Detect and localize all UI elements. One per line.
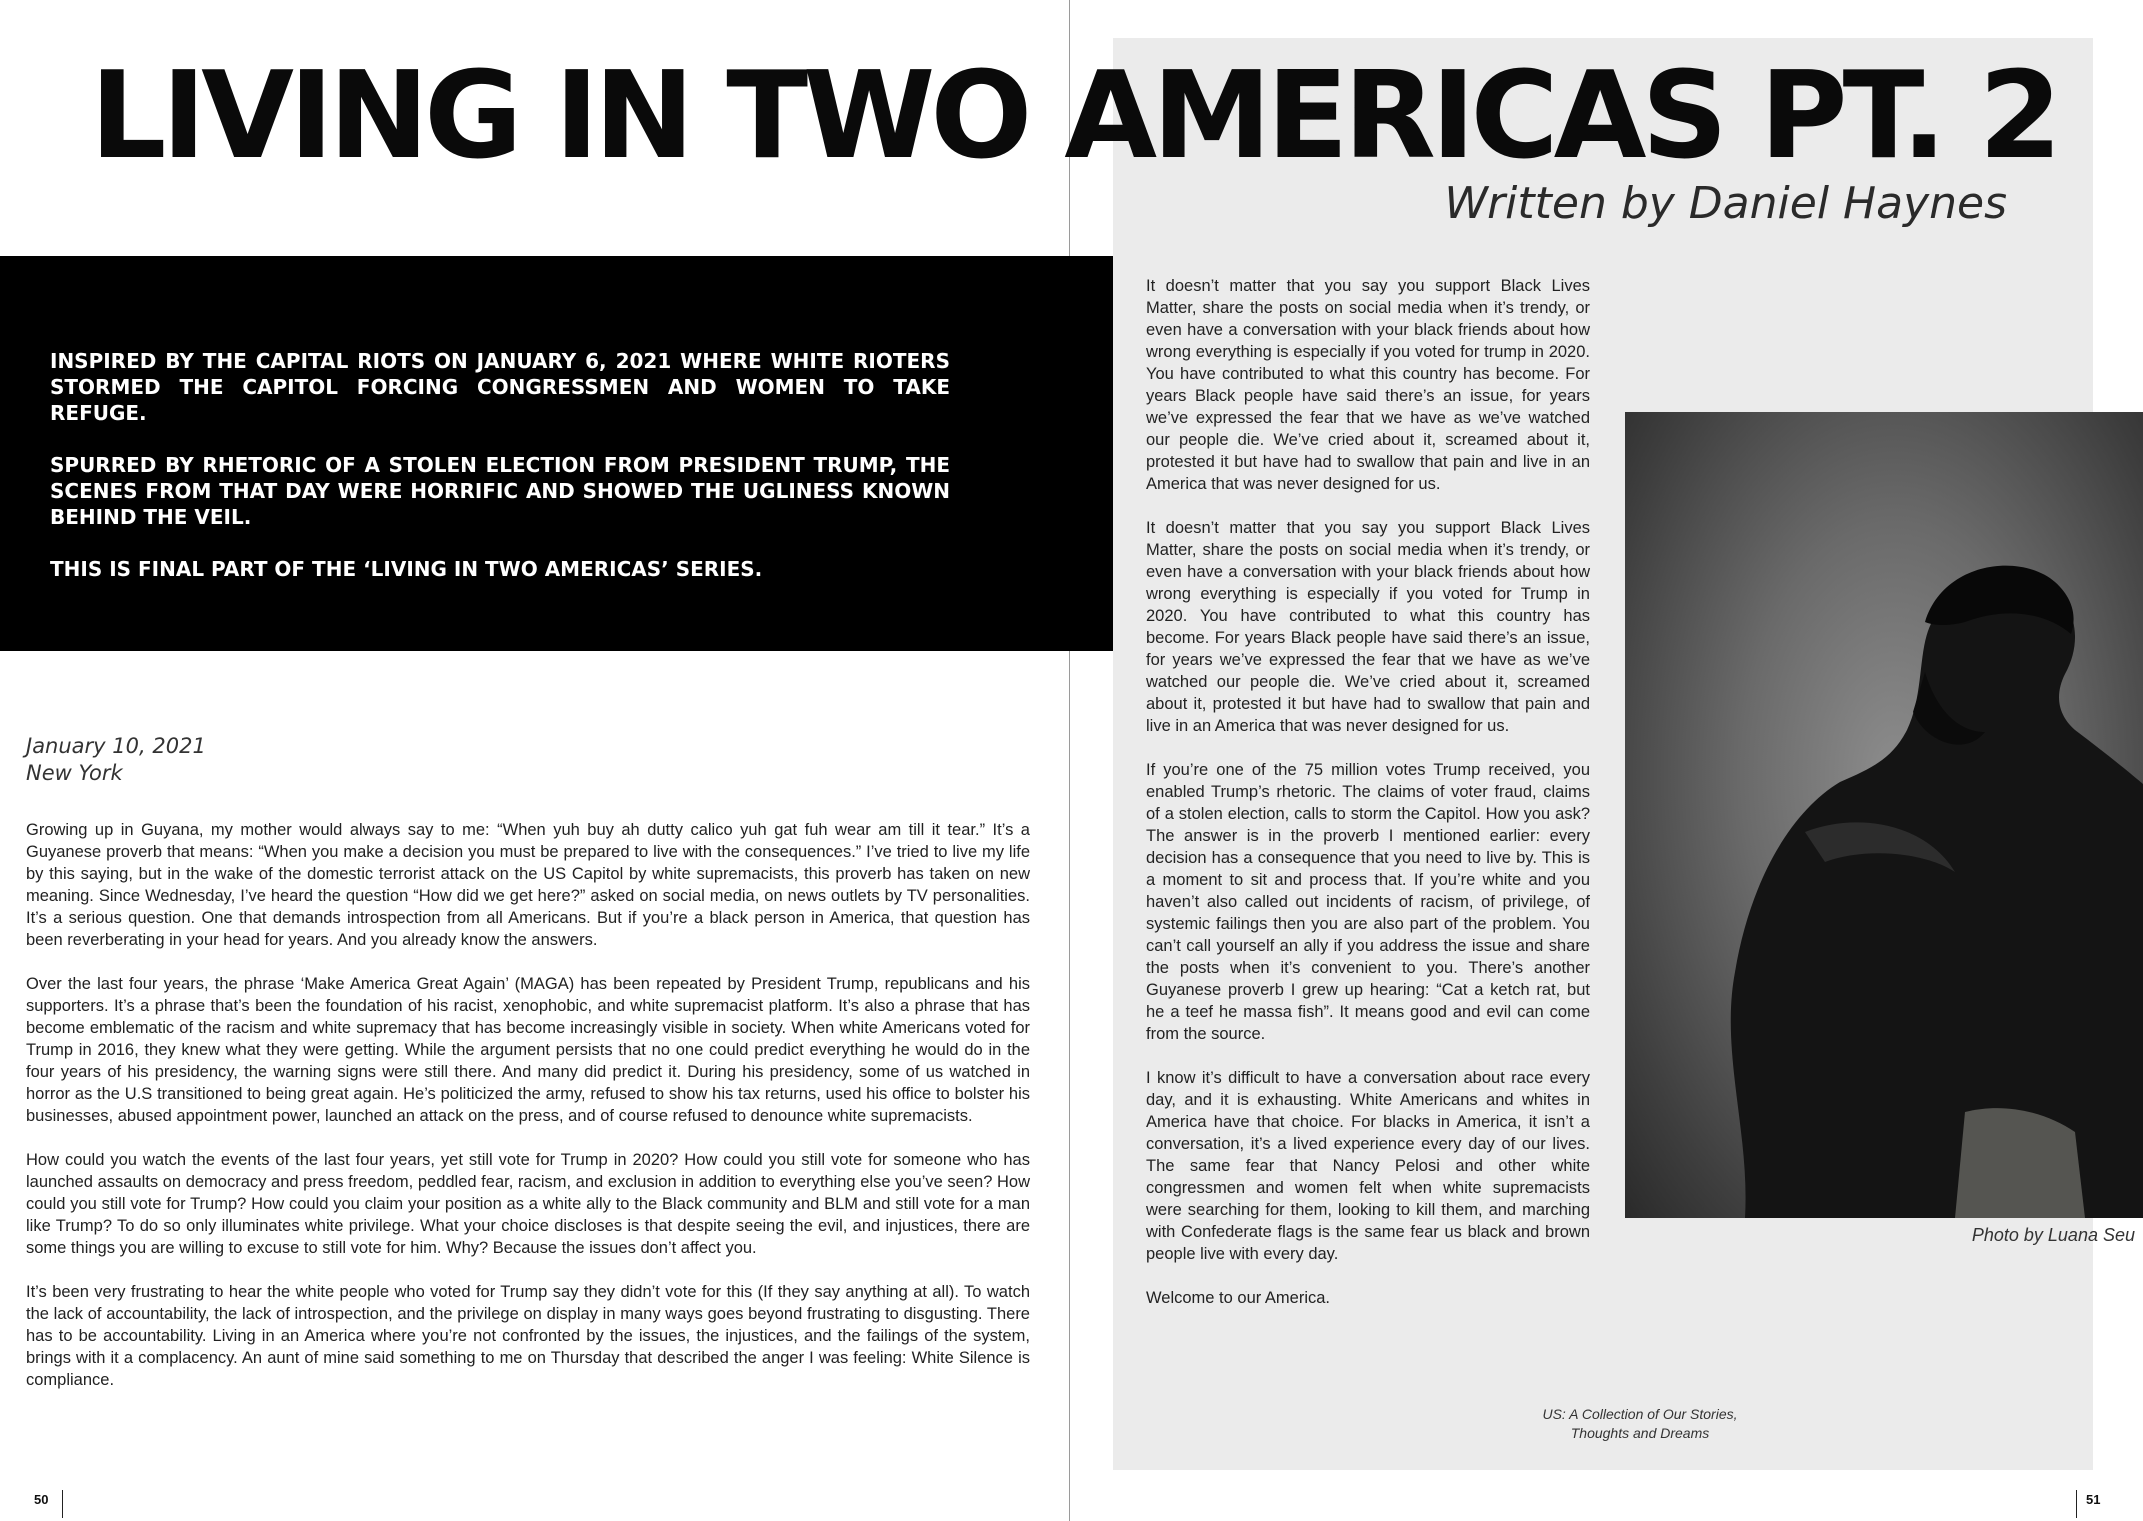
intro-paragraph: THIS IS FINAL PART OF THE ‘LIVING IN TWO AMERICAS’ SERIES. [50,557,763,581]
photo-caption: Photo by Luana Seu [1971,1225,2135,1245]
intro-paragraph: SPURRED BY RHETORIC OF A STOLEN ELECTION FROM PRESIDENT TRUMP, THE SCENES FROM THAT DAY WERE HORRIFIC AND SHOWED THE UGLINESS KNOWN BEHIND THE VEIL. [50,453,950,529]
body-paragraph: Over the last four years, the phrase ‘Make America Great Again’ (MAGA) has been repeated by President Trump, republicans and his supporters. It’s a phrase that’s been the foundation of his racist, xenophobic, and white supremacist platform. It’s also a phrase that has become emblematic of the racism and white supremacy that has become increasingly visible in society. When white Americans voted for Trump in 2016, they knew what they were getting. While the argument persists that no one could predict everything he would do in the four years of his presidency, the warning signs were still there. And many did predict it. During his presidency, some of us watched in horror as the U.S transitioned to being great again. He’s politicized the army, refused to show his tax returns, used his office to bolster his businesses, abused appointment power, launched an attack on the press, and of course refused to denounce white supremacists. [26,975,1030,1125]
left-column-body [26,819,1030,1413]
dateline-place: New York [26,761,123,785]
body-paragraph: It’s been very frustrating to hear the white people who voted for Trump say they didn’t vote for this (If they say anything at all). To watch the lack of accountability, the lack of introspection, and the privilege on display in many ways goes beyond frustrating to disgusting. There has to be accountability. Living in an America where you’re not confronted by the issues, the injustices, and the failings of the system, brings with it a complacency. An aunt of mine said something to me on Thursday that described the anger I was feeling: White Silence is compliance. [26,1283,1030,1389]
dateline [26,733,206,787]
intro-paragraph: INSPIRED BY THE CAPITAL RIOTS ON JANUARY 6, 2021 WHERE WHITE RIOTERS STORMED THE CAPITOL FORCING CONGRESSMEN AND WOMEN TO TAKE REFUGE. [50,349,950,425]
page-number-rule [62,1490,63,1518]
article-title: LIVING IN TWO AMERICAS PT. 2 [90,47,2058,186]
publication-line: US: A Collection of Our Stories, [1542,1406,1738,1422]
dateline-date: January 10, 2021 [26,734,206,758]
page-number-rule [2076,1490,2077,1518]
body-paragraph: Welcome to our America. [1146,1289,1331,1307]
intro-text [50,348,950,608]
body-paragraph: How could you watch the events of the last four years, yet still vote for Trump in 2020? How could you still vote for someone who has launched assaults on democracy and press freedom, peddled fear, racism, and exclusion in addition to everything else you’ve seen? How could you still vote for Trump? How could you claim your position as a white ally to the Black community and BLM and still vote for a man like Trump? To do so only illuminates white privilege. What your choice discloses is that despite seeing the evil, and injustices, there are some things you are willing to excuse to still vote for him. Why? Because the issues don’t affect you. [26,1151,1030,1257]
body-paragraph: Growing up in Guyana, my mother would always say to me: “When yuh buy ah dutty calico yuh gat fuh wear am till it tear.” It’s a Guyanese proverb that means: “When you make a decision you must be prepared to live with the consequences.” I’ve tried to live my life by this saying, but in the wake of the domestic terrorist attack on the US Capitol by white supremacists, this proverb has taken on new meaning. Since Wednesday, I’ve heard the question “How did we get here?” asked on social media, on news outlets by TV personalities. It’s a serious question. One that demands introspection from all Americans. But if you’re a black person in America, that question has been reverberating in your head for years. And you already know the answers. [26,821,1030,949]
body-paragraph: If you’re one of the 75 million votes Trump received, you enabled Trump’s rhetoric. The claims of voter fraud, claims of a stolen election, calls to storm the Capitol. How you ask? The answer is in the proverb I mentioned earlier: every decision has a consequence that you need to live by. This is a moment to sit and process that. If you’re white and you haven’t also called out incidents of racism, of privilege, of systemic failings then you are also part of the problem. You can’t call yourself an ally if you address the issue and share the posts when it’s convenient to you. There’s another Guyanese proverb I grew up hearing: “Cat a ketch rat, but he a teef he massa fish”. It means good and evil can come from the source. [1146,761,1590,1043]
portrait-photo [1625,412,2143,1218]
page-number-left: 50 [34,1492,49,1507]
portrait-silhouette [1625,412,2143,1218]
spread-gutter [1069,0,1070,1521]
body-paragraph: It doesn’t matter that you say you support Black Lives Matter, share the posts on social media when it’s trendy, or even have a conversation with your black friends about how wrong everything is especially if you voted for trump in 2020. You have contributed to what this country has become. For years Black people have said there’s an issue, for years we’ve expressed the fear that we have as we’ve watched our people die. We’ve cried about it, screamed about it, protested it but have had to swallow that pain and live in an America that was never designed for us. [1146,277,1590,493]
page-number-right: 51 [2086,1492,2101,1507]
publication-line: Thoughts and Dreams [1570,1425,1710,1441]
author-byline: Written by Daniel Haynes [1444,178,2007,229]
intro-box [0,256,1113,651]
publication-credit [1430,1405,1850,1443]
right-column-body [1146,275,1590,1331]
body-paragraph: I know it’s difficult to have a conversation about race every day, and it is exhausting. White Americans and whites in America have that choice. For blacks in America, it isn’t a conversation, it’s a lived experience every day of our lives. The same fear that Nancy Pelosi and other white congressmen and women felt when white supremacists were searching for them, looking to kill them, and marching with Confederate flags is the same fear us black and brown people live with every day. [1146,1069,1590,1263]
body-paragraph: It doesn’t matter that you say you support Black Lives Matter, share the posts on social media when it’s trendy, or even have a conversation with your black friends about how wrong everything is especially if you voted for Trump in 2020. You have contributed to what this country has become. For years Black people have said there’s an issue, for years we’ve expressed the fear that we have as we’ve watched our people die. We’ve cried about it, screamed about it, protested it but have had to swallow that pain and live in an America that was never designed for us. [1146,519,1590,735]
